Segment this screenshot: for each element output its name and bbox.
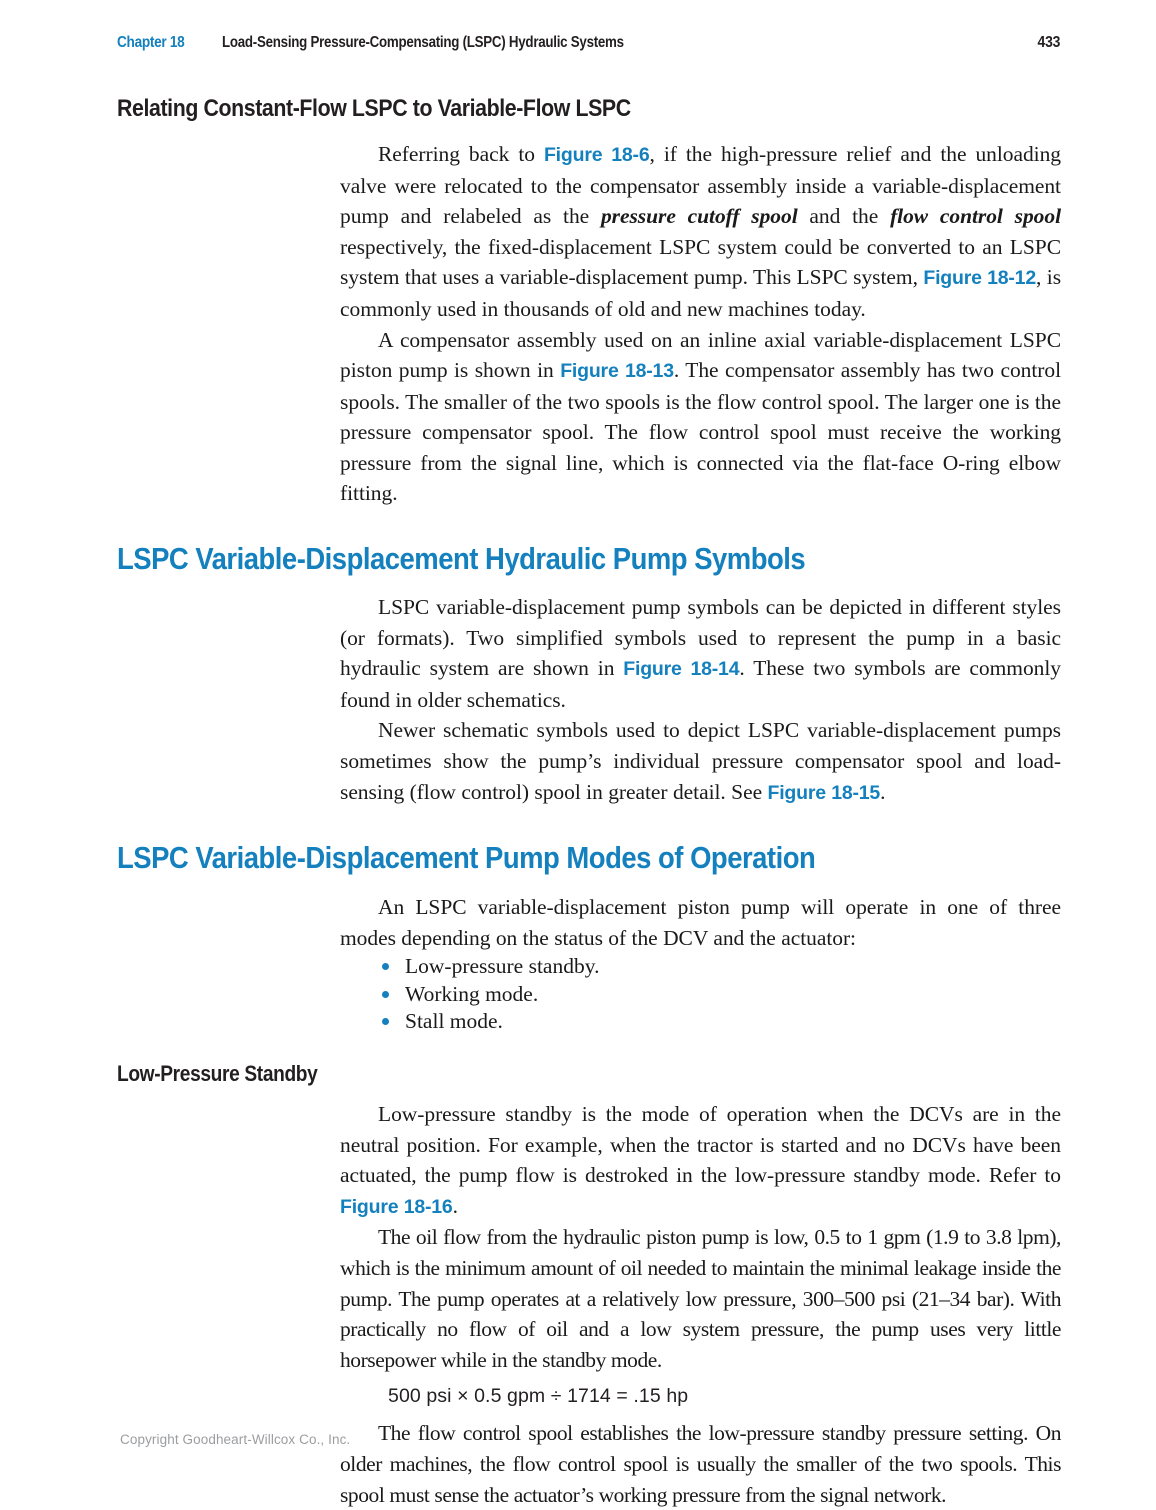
running-header-title: Load-Sensing Pressure-Compensating (LSPC) Hydraulic Systems bbox=[221, 34, 624, 51]
list-item-label: Working mode. bbox=[405, 981, 539, 1006]
emphasis-flow-control-spool: flow control spool bbox=[890, 204, 1062, 229]
heading-modes-of-operation: LSPC Variable-Displacement Pump Modes of Operation bbox=[117, 841, 816, 876]
heading-low-pressure-standby: Low-Pressure Standby bbox=[117, 1060, 318, 1086]
figure-reference-18-14[interactable]: Figure 18-14 bbox=[623, 658, 740, 681]
figure-reference-18-15[interactable]: Figure 18-15 bbox=[767, 781, 881, 804]
paragraph-standby-2: The oil flow from the hydraulic piston pump is low, 0.5 to 1 gpm (1.9 to 3.8 lpm), which is the minimum amount of oil needed to maintain the minimal leakage inside the pump. The pump operates at a relatively low pressure, 300–500 psi (21–34 bar). With practically no flow of oil and a low system pressure, the pump uses very little horsepower while in the standby mode. bbox=[340, 1225, 1061, 1372]
horsepower-equation: 500 psi × 0.5 gpm ÷ 1714 = .15 hp bbox=[388, 1385, 689, 1408]
paragraph-standby-3: The flow control spool establishes the low-pressure standby pressure setting. On older machines, the flow control spool is usually the smaller of the two spools. This spool must sense the actuator’s working pressure from the signal network. bbox=[340, 1421, 1061, 1507]
heading-pump-symbols: LSPC Variable-Displacement Hydraulic Pump Symbols bbox=[117, 542, 806, 577]
text-column-modes bbox=[340, 892, 1061, 1036]
text-run: Newer schematic symbols used to depict LSPC variable-displacement pumps sometimes show the pump’s individual pressure compensator spool and load-sensing (flow control) spool in greater detail. See bbox=[340, 718, 1061, 804]
figure-reference-18-13[interactable]: Figure 18-13 bbox=[560, 360, 674, 383]
list-item-label: Stall mode. bbox=[405, 1009, 503, 1034]
text-run: , if the high-pressure relief and the unloading valve were relocated to the compensator assembly inside a variable-displacement pump and relabeled as the bbox=[340, 141, 1061, 229]
paragraph-relating-1 bbox=[340, 139, 1061, 325]
list-item bbox=[340, 953, 1061, 981]
bullet-dot-icon bbox=[382, 1018, 389, 1025]
list-item bbox=[340, 981, 1061, 1009]
figure-reference-18-6[interactable]: Figure 18-6 bbox=[543, 143, 650, 166]
heading-relating-constant-flow: Relating Constant-Flow LSPC to Variable-Flow LSPC bbox=[117, 95, 631, 122]
bullet-dot-icon bbox=[382, 963, 389, 970]
chapter-label: Chapter 18 bbox=[117, 34, 185, 51]
paragraph-relating-2 bbox=[340, 325, 1061, 510]
text-column-standby bbox=[340, 1099, 1061, 1510]
list-item-label: Low-pressure standby. bbox=[405, 954, 600, 979]
text-run: LSPC variable-displacement pump symbols can be depicted in different styles (or formats). Two simplified symbols used to represent the pump in a basic hydraulic system are shown in bbox=[340, 595, 1061, 681]
modes-bullet-list bbox=[340, 953, 1061, 1036]
text-run: . bbox=[880, 779, 886, 804]
text-run: , is commonly used in thousands of old and new machines today. bbox=[340, 265, 1062, 321]
paragraph-modes-1: An LSPC variable-displacement piston pump will operate in one of three modes depending on the status of the DCV and the actuator: bbox=[340, 895, 1061, 950]
list-item bbox=[340, 1008, 1061, 1036]
text-run: . These two symbols are commonly found in older schematics. bbox=[340, 656, 1061, 712]
text-column-symbols bbox=[340, 592, 1061, 808]
text-run: Low-pressure standby is the mode of operation when the DCVs are in the neutral position. For example, when the tractor is started and no DCVs have been actuated, the pump flow is destroked in the low-pressure standby mode. Refer to bbox=[340, 1101, 1061, 1188]
paragraph-standby-1 bbox=[340, 1099, 1061, 1222]
running-header bbox=[117, 34, 1060, 56]
text-run: Referring back to bbox=[378, 141, 544, 166]
figure-reference-18-12[interactable]: Figure 18-12 bbox=[923, 267, 1036, 290]
copyright-footer: Copyright Goodheart-Willcox Co., Inc. bbox=[120, 1432, 351, 1447]
text-run: . The compensator assembly has two control spools. The smaller of the two spools is the flow control spool. The larger one is the pressure compensator spool. The flow control spool must receive the working pressure from the signal line, which is connected via the flat-face O-ring elbow fitting. bbox=[340, 358, 1062, 506]
text-run: respectively, the fixed-displacement LSPC system could be converted to an LSPC system that uses a variable-displacement pump. This LSPC system, bbox=[340, 234, 1061, 290]
text-run: A compensator assembly used on an inline axial variable-displacement LSPC piston pump is shown in bbox=[340, 327, 1061, 383]
paragraph-symbols-1 bbox=[340, 592, 1061, 715]
figure-reference-18-16[interactable]: Figure 18-16 bbox=[340, 1195, 453, 1218]
text-run: . bbox=[452, 1193, 458, 1218]
page-content bbox=[117, 96, 1061, 1510]
emphasis-pressure-cutoff-spool: pressure cutoff spool bbox=[600, 204, 798, 229]
text-column-relating bbox=[340, 139, 1061, 509]
bullet-dot-icon bbox=[382, 991, 389, 998]
page-number: 433 bbox=[1037, 34, 1060, 51]
text-run: and the bbox=[797, 204, 891, 229]
paragraph-symbols-2 bbox=[340, 715, 1061, 808]
